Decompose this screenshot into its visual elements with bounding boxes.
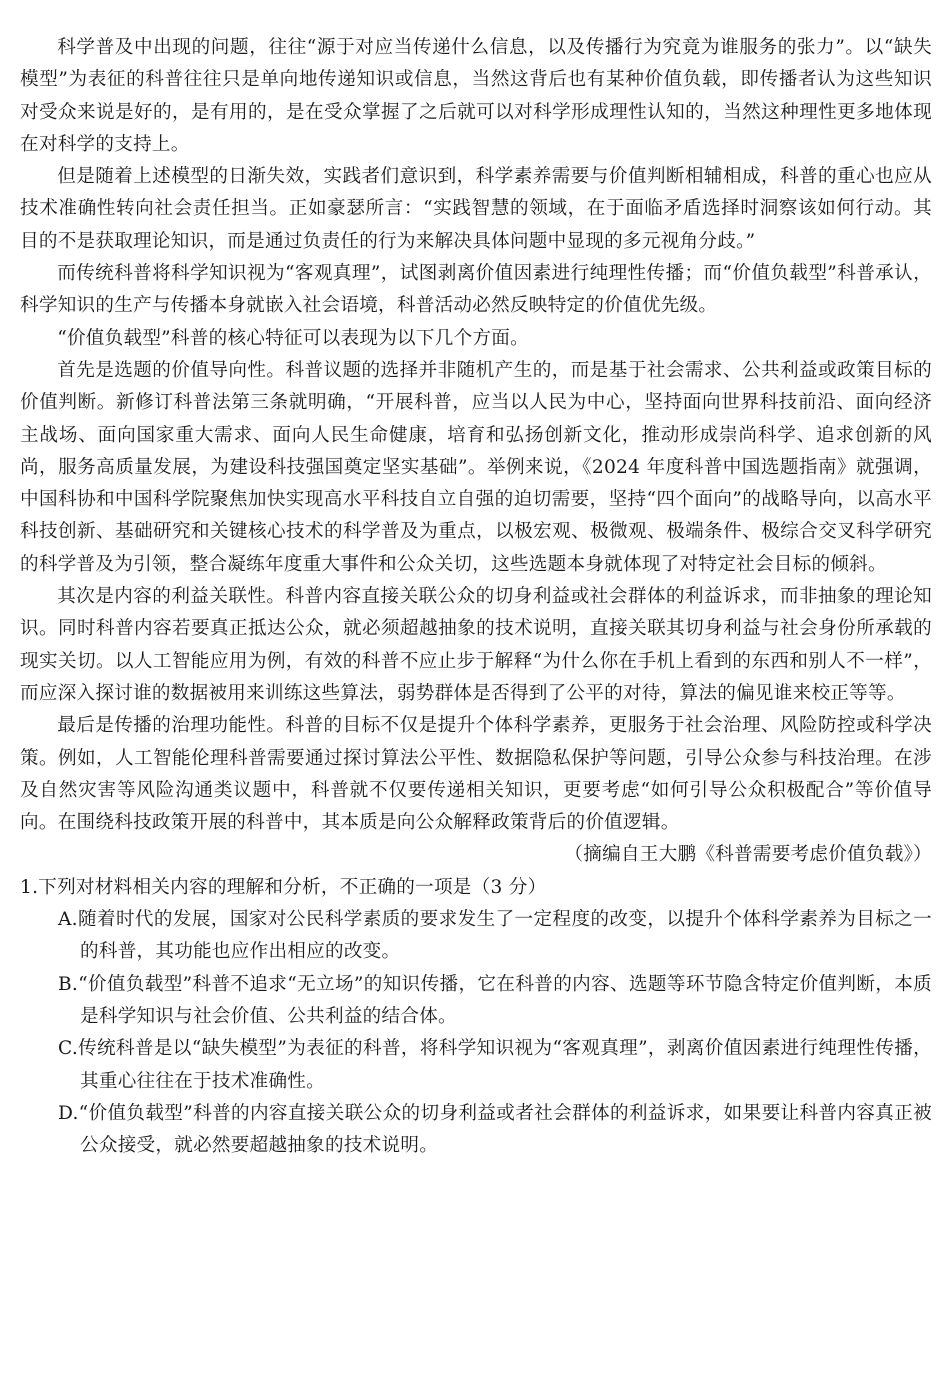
passage-paragraph-1: 科学普及中出现的问题，往往“源于对应当传递什么信息，以及传播行为究竟为谁服务的张力”。以“缺失模型”为表征的科普往往只是单向地传递知识或信息，当然这背后也有某种价值负载，即传播者认为这些知识对受众来说是好的，是有用的，是在受众掌握了之后就可以对科学形成理性认知的，当然这种理性更多地体现在对科学的支持上。	[20, 37, 932, 155]
exam-page	[20, 32, 932, 1162]
passage-paragraph-2: 但是随着上述模型的日渐失效，实践者们意识到，科学素养需要与价值判断相辅相成，科普的重心也应从技术准确性转向社会责任担当。正如豪瑟所言：“实践智慧的领域，在于面临矛盾选择时洞察该如何行动。其目的不是获取理论知识，而是通过负责任的行为来解决具体问题中显现的多元视角分歧。”	[20, 166, 932, 252]
passage-paragraph-4: “价值负载型”科普的核心特征可以表现为以下几个方面。	[57, 327, 529, 349]
reading-passage	[20, 32, 932, 872]
passage-paragraph-5: 首先是选题的价值导向性。科普议题的选择并非随机产生的，而是基于社会需求、公共利益或政策目标的价值判断。新修订科普法第三条就明确，“开展科普，应当以人民为中心，坚持面向世界科技前沿、面向经济主战场、面向国家重大需求、面向人民生命健康，培育和弘扬创新文化，推动形成崇尚科学、追求创新的风尚，服务高质量发展，为建设科技强国奠定坚实基础”。举例来说，《2024 年度科普中国选题指南》就强调，中国科协和中国科学院聚焦加快实现高水平科技自立自强的迫切需要，坚持“四个面向”的战略导向，以高水平科技创新、基础研究和关键核心技术的科学普及为重点，以极宏观、极微观、极端条件、极综合交叉科学研究的科学普及为引领，整合凝练年度重大事件和公众关切，这些选题本身就体现了对特定社会目标的倾斜。	[20, 359, 932, 575]
option-d: D.“价值负载型”科普的内容直接关联公众的切身利益或者社会群体的利益诉求，如果要让科普内容真正被公众接受，就必然要超越抽象的技术说明。	[58, 1102, 932, 1157]
passage-source: （摘编自王大鹏《科普需要考虑价值负载》）	[564, 844, 932, 866]
option-c: C.传统科普是以“缺失模型”为表征的科普，将科学知识视为“客观真理”，剥离价值因素进行纯理性传播，其重心往往在于技术准确性。	[58, 1038, 932, 1092]
option-b: B.“价值负载型”科普不追求“无立场”的知识传播，它在科普的内容、选题等环节隐含特定价值判断，本质是科学知识与社会价值、公共利益的结合体。	[58, 973, 932, 1027]
question-block	[20, 872, 932, 1163]
passage-paragraph-3: 而传统科普将科学知识视为“客观真理”，试图剥离价值因素进行纯理性传播；而“价值负载型”科普承认，科学知识的生产与传播本身就嵌入社会语境，科普活动必然反映特定的价值优先级。	[20, 263, 932, 317]
question-stem: 1.下列对材料相关内容的理解和分析，不正确的一项是（3 分）	[20, 876, 547, 898]
passage-paragraph-7: 最后是传播的治理功能性。科普的目标不仅是提升个体科学素养，更服务于社会治理、风险防控或科学决策。例如，人工智能伦理科普需要通过探讨算法公平性、数据隐私保护等问题，引导公众参与科技治理。在涉及自然灾害等风险沟通类议题中，科普就不仅要传递相关知识，更要考虑“如何引导公众积极配合”等价值导向。在围绕科技政策开展的科普中，其本质是向公众解释政策背后的价值逻辑。	[20, 715, 932, 834]
passage-paragraph-6: 其次是内容的利益关联性。科普内容直接关联公众的切身利益或社会群体的利益诉求，而非抽象的理论知识。同时科普内容若要真正抵达公众，就必须超越抽象的技术说明，直接关联其切身利益与社会身份所承载的现实关切。以人工智能应用为例，有效的科普不应止步于解释“为什么你在手机上看到的东西和别人不一样”，而应深入探讨谁的数据被用来训练这些算法，弱势群体是否得到了公平的对待，算法的偏见谁来校正等等。	[20, 586, 932, 704]
option-a: A.随着时代的发展，国家对公民科学素质的要求发生了一定程度的改变，以提升个体科学素养为目标之一的科普，其功能也应作出相应的改变。	[58, 909, 932, 963]
